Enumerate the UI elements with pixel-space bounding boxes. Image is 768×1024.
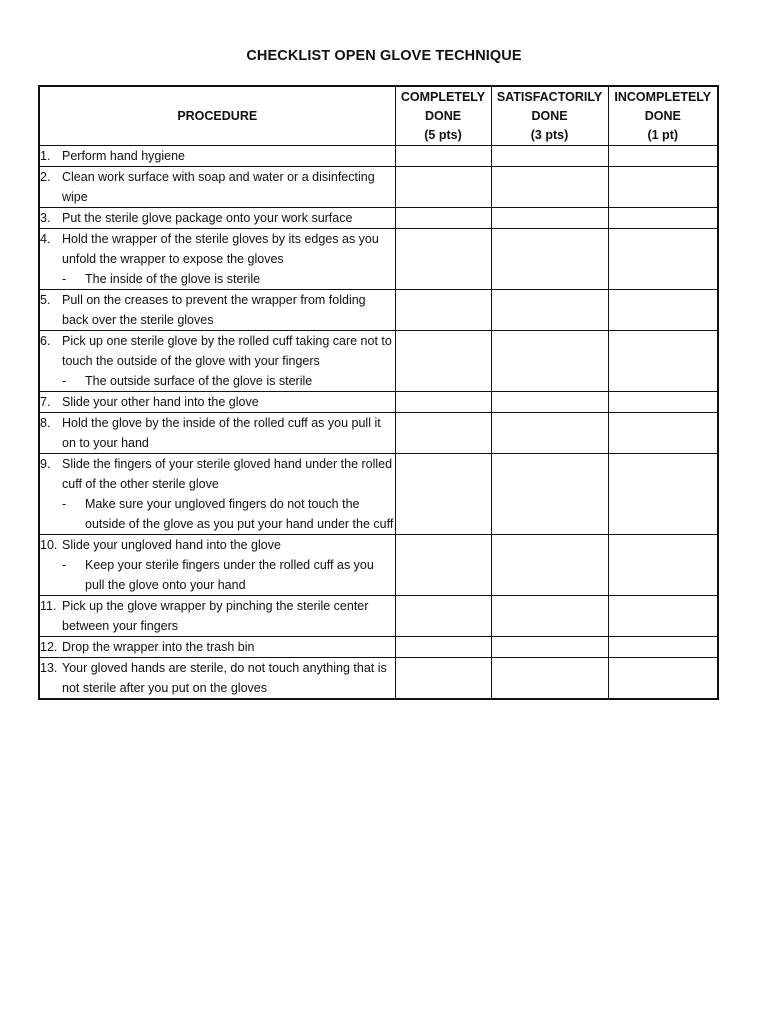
step-note bbox=[40, 269, 395, 289]
table-row bbox=[39, 413, 718, 454]
note-dash: - bbox=[62, 497, 67, 511]
step-number: 10. bbox=[40, 538, 58, 552]
satisfactorily-done-cell[interactable] bbox=[491, 535, 608, 596]
step-number: 8. bbox=[40, 416, 51, 430]
step-text: Hold the glove by the inside of the rolled cuff as you pull it on to your hand bbox=[62, 416, 381, 450]
note-text: Keep your sterile fingers under the rolled cuff as you pull the glove onto your hand bbox=[85, 558, 374, 592]
procedure-cell bbox=[39, 596, 395, 637]
completely-done-cell[interactable] bbox=[395, 637, 491, 658]
step-text: Pick up the glove wrapper by pinching the sterile center between your fingers bbox=[62, 599, 369, 633]
step-text: Hold the wrapper of the sterile gloves by its edges as you unfold the wrapper to expose the gloves bbox=[62, 232, 379, 266]
completely-header-line1: COMPLETELY bbox=[400, 89, 486, 104]
page-title: CHECKLIST OPEN GLOVE TECHNIQUE bbox=[246, 48, 522, 64]
step-text: Slide the fingers of your sterile gloved hand under the rolled cuff of the other sterile glove bbox=[62, 457, 393, 491]
step-text: Perform hand hygiene bbox=[62, 149, 185, 163]
header-row bbox=[39, 86, 718, 146]
satisfactorily-header-line2: DONE bbox=[531, 108, 568, 123]
table-row bbox=[39, 290, 718, 331]
procedure-step bbox=[40, 535, 395, 555]
step-number: 7. bbox=[40, 395, 51, 409]
step-text: Clean work surface with soap and water or a disinfecting wipe bbox=[62, 170, 375, 204]
procedure-cell bbox=[39, 290, 395, 331]
completely-done-cell[interactable] bbox=[395, 331, 491, 392]
note-dash: - bbox=[62, 558, 67, 572]
completely-done-cell[interactable] bbox=[395, 535, 491, 596]
procedure-cell bbox=[39, 167, 395, 208]
step-text: Pull on the creases to prevent the wrapper from folding back over the sterile gloves bbox=[62, 293, 366, 327]
note-dash: - bbox=[62, 272, 67, 286]
satisfactorily-done-cell[interactable] bbox=[491, 658, 608, 700]
table-row bbox=[39, 535, 718, 596]
completely-done-cell[interactable] bbox=[395, 229, 491, 290]
incompletely-done-cell[interactable] bbox=[608, 596, 718, 637]
step-note bbox=[40, 494, 395, 534]
step-number: 5. bbox=[40, 293, 51, 307]
note-text: The outside surface of the glove is sterile bbox=[85, 374, 313, 388]
satisfactorily-done-cell[interactable] bbox=[491, 413, 608, 454]
table-row bbox=[39, 454, 718, 535]
step-note bbox=[40, 555, 395, 595]
procedure-step bbox=[40, 454, 395, 494]
table-row bbox=[39, 637, 718, 658]
procedure-cell bbox=[39, 637, 395, 658]
table-row bbox=[39, 208, 718, 229]
step-number: 6. bbox=[40, 334, 51, 348]
incompletely-done-cell[interactable] bbox=[608, 146, 718, 167]
note-text: Make sure your ungloved fingers do not touch the outside of the glove as you put your hand under the cuff bbox=[85, 497, 394, 531]
step-note bbox=[40, 371, 395, 391]
table-row bbox=[39, 167, 718, 208]
satisfactorily-done-cell[interactable] bbox=[491, 208, 608, 229]
incompletely-done-cell[interactable] bbox=[608, 658, 718, 700]
step-number: 13. bbox=[40, 661, 58, 675]
table-row bbox=[39, 229, 718, 290]
completely-done-cell[interactable] bbox=[395, 167, 491, 208]
procedure-cell bbox=[39, 392, 395, 413]
completely-done-cell[interactable] bbox=[395, 392, 491, 413]
incompletely-done-cell[interactable] bbox=[608, 454, 718, 535]
incompletely-done-header bbox=[608, 86, 718, 146]
satisfactorily-done-cell[interactable] bbox=[491, 454, 608, 535]
satisfactorily-header-line1: SATISFACTORILY bbox=[496, 89, 603, 104]
satisfactorily-done-cell[interactable] bbox=[491, 596, 608, 637]
incompletely-done-cell[interactable] bbox=[608, 413, 718, 454]
satisfactorily-done-cell[interactable] bbox=[491, 290, 608, 331]
step-number: 9. bbox=[40, 457, 51, 471]
incompletely-done-cell[interactable] bbox=[608, 535, 718, 596]
incompletely-done-cell[interactable] bbox=[608, 637, 718, 658]
procedure-cell bbox=[39, 146, 395, 167]
table-row bbox=[39, 596, 718, 637]
satisfactorily-done-cell[interactable] bbox=[491, 637, 608, 658]
satisfactorily-done-cell[interactable] bbox=[491, 167, 608, 208]
procedure-step bbox=[40, 229, 395, 269]
completely-done-cell[interactable] bbox=[395, 146, 491, 167]
step-text: Your gloved hands are sterile, do not touch anything that is not sterile after you put on the gloves bbox=[62, 661, 387, 695]
incompletely-done-cell[interactable] bbox=[608, 229, 718, 290]
incompletely-done-cell[interactable] bbox=[608, 167, 718, 208]
procedure-step bbox=[40, 637, 395, 657]
satisfactorily-header-points: (3 pts) bbox=[530, 127, 569, 142]
completely-done-cell[interactable] bbox=[395, 596, 491, 637]
step-text: Put the sterile glove package onto your work surface bbox=[62, 211, 353, 225]
satisfactorily-done-header bbox=[491, 86, 608, 146]
step-number: 4. bbox=[40, 232, 51, 246]
completely-done-cell[interactable] bbox=[395, 658, 491, 700]
procedure-step bbox=[40, 596, 395, 636]
procedure-step bbox=[40, 167, 395, 207]
procedure-header-label: PROCEDURE bbox=[177, 108, 258, 123]
completely-done-cell[interactable] bbox=[395, 208, 491, 229]
procedure-step bbox=[40, 290, 395, 330]
table-row bbox=[39, 146, 718, 167]
step-text: Drop the wrapper into the trash bin bbox=[62, 640, 255, 654]
step-number: 3. bbox=[40, 211, 51, 225]
step-text: Pick up one sterile glove by the rolled cuff taking care not to touch the outside of the glove with your fingers bbox=[62, 334, 392, 368]
table-row bbox=[39, 331, 718, 392]
note-dash: - bbox=[62, 374, 67, 388]
satisfactorily-done-cell[interactable] bbox=[491, 146, 608, 167]
procedure-cell bbox=[39, 535, 395, 596]
completely-header-line2: DONE bbox=[424, 108, 462, 123]
completely-done-cell[interactable] bbox=[395, 290, 491, 331]
satisfactorily-done-cell[interactable] bbox=[491, 331, 608, 392]
step-number: 2. bbox=[40, 170, 51, 184]
step-number: 1. bbox=[40, 149, 51, 163]
procedure-cell bbox=[39, 413, 395, 454]
incompletely-done-cell[interactable] bbox=[608, 208, 718, 229]
procedure-step bbox=[40, 331, 395, 371]
procedure-step bbox=[40, 392, 395, 412]
incompletely-header-points: (1 pt) bbox=[647, 127, 679, 142]
completely-done-header bbox=[395, 86, 491, 146]
satisfactorily-done-cell[interactable] bbox=[491, 392, 608, 413]
procedure-cell bbox=[39, 229, 395, 290]
procedure-header bbox=[39, 86, 395, 146]
procedure-cell bbox=[39, 658, 395, 700]
satisfactorily-done-cell[interactable] bbox=[491, 229, 608, 290]
completely-header-points: (5 pts) bbox=[424, 127, 462, 142]
note-text: The inside of the glove is sterile bbox=[85, 272, 261, 286]
procedure-step bbox=[40, 413, 395, 453]
incompletely-done-cell[interactable] bbox=[608, 392, 718, 413]
step-number: 11. bbox=[40, 599, 57, 613]
procedure-cell bbox=[39, 331, 395, 392]
completely-done-cell[interactable] bbox=[395, 454, 491, 535]
completely-done-cell[interactable] bbox=[395, 413, 491, 454]
procedure-cell bbox=[39, 208, 395, 229]
step-text: Slide your other hand into the glove bbox=[62, 395, 259, 409]
procedure-cell bbox=[39, 454, 395, 535]
procedure-step bbox=[40, 146, 395, 166]
step-text: Slide your ungloved hand into the glove bbox=[62, 538, 281, 552]
table-row bbox=[39, 658, 718, 700]
table-row bbox=[39, 392, 718, 413]
procedure-step bbox=[40, 208, 395, 228]
incompletely-done-cell[interactable] bbox=[608, 331, 718, 392]
incompletely-done-cell[interactable] bbox=[608, 290, 718, 331]
step-number: 12. bbox=[40, 640, 58, 654]
checklist-table bbox=[38, 85, 719, 700]
incompletely-header-line1: INCOMPLETELY bbox=[614, 89, 712, 104]
procedure-step bbox=[40, 658, 395, 698]
incompletely-header-line2: DONE bbox=[644, 108, 681, 123]
